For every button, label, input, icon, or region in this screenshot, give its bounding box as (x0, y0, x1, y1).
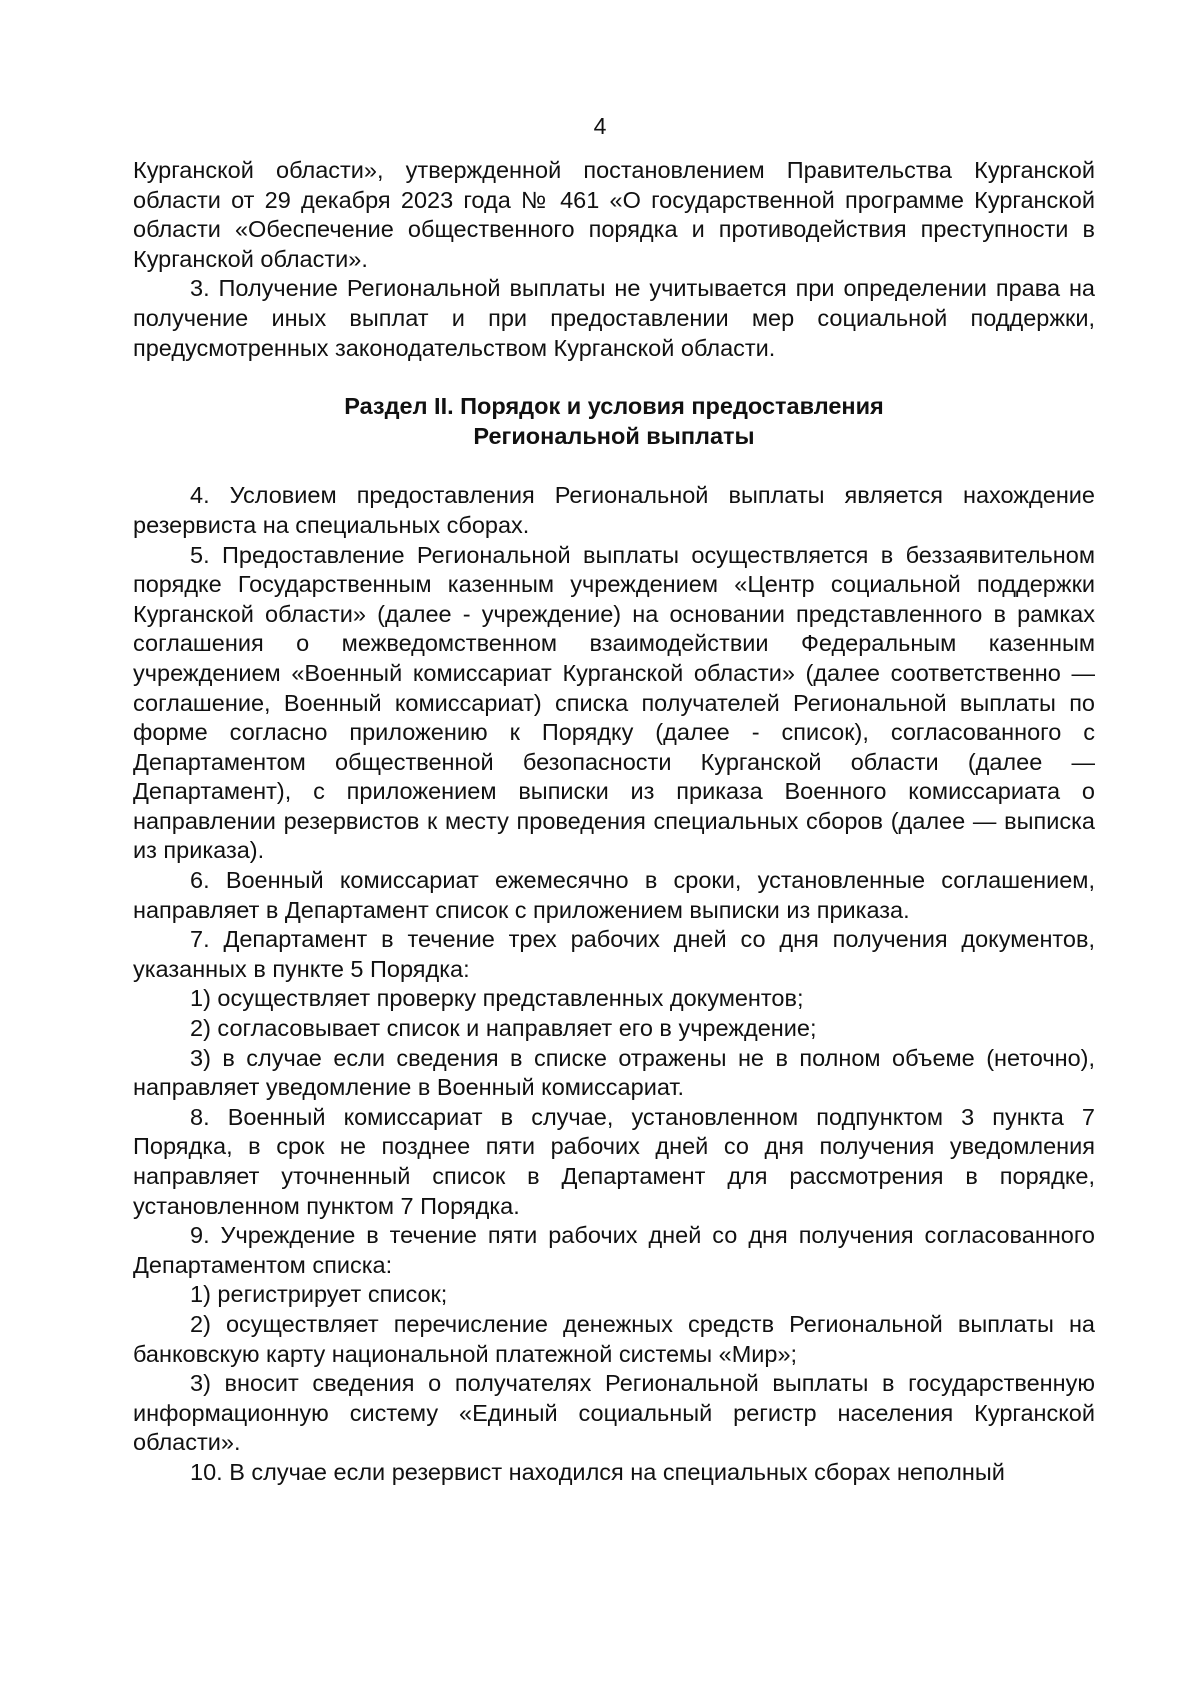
page-number: 4 (593, 113, 607, 139)
section-heading-line-2: Региональной выплаты (473, 422, 755, 449)
paragraph-7-item-2: 2) согласовывает список и направляет его в учреждение; (190, 1015, 817, 1042)
paragraph-7: 7. Департамент в течение трех рабочих дней со дня получения документов, указанных в пункте 5 Порядка: (133, 926, 1095, 982)
document-body (133, 156, 1095, 1488)
paragraph-3: 3. Получение Региональной выплаты не учитывается при определении права на получение иных выплат и при предоставлении мер социальной поддержки, предусмотренных законодательством Курганской области. (133, 275, 1095, 361)
paragraph-9-item-1: 1) регистрирует список; (190, 1281, 448, 1308)
section-heading (133, 392, 1095, 451)
section-heading-line-1: Раздел II. Порядок и условия предоставления (344, 393, 884, 420)
paragraph-4: 4. Условием предоставления Региональной выплаты является нахождение резервиста на специальных сборах. (133, 482, 1095, 538)
paragraph-5: 5. Предоставление Региональной выплаты осуществляется в беззаявительном порядке Государственным казенным учреждением «Центр социальной поддержки Курганской области» (далее - учреждение) на основании представленного в рамках соглашения о межведомственном взаимодействии Федеральным казенным учреждением «Военный комиссариат Курганской области» (далее соответственно — соглашение, Военный комиссариат) списка получателей Региональной выплаты по форме согласно приложению к Порядку (далее - список), согласованного с Департаментом общественной безопасности Курганской области (далее — Департамент), с приложением выписки из приказа Военного комиссариата о направлении резервистов к месту проведения специальных сборов (далее — выписка из приказа). (133, 541, 1095, 864)
paragraph-6: 6. Военный комиссариат ежемесячно в сроки, установленные соглашением, направляет в Департамент список с приложением выписки из приказа. (133, 867, 1095, 923)
paragraph-9-item-2: 2) осуществляет перечисление денежных средств Региональной выплаты на банковскую карту национальной платежной системы «Мир»; (133, 1310, 1095, 1367)
paragraph-9-item-3: 3) вносит сведения о получателях Региональной выплаты в государственную информационную систему «Единый социальный регистр населения Курганской области». (133, 1370, 1095, 1456)
paragraph-7-item-1: 1) осуществляет проверку представленных документов; (190, 985, 804, 1012)
paragraph-continuation: Курганской области», утвержденной постановлением Правительства Курганской области от 29 декабря 2023 года № 461 «О государственной программе Курганской области «Обеспечение общественного порядка и противодействия преступности в Курганской области». (133, 157, 1095, 272)
paragraph-9: 9. Учреждение в течение пяти рабочих дней со дня получения согласованного Департаментом списка: (133, 1222, 1095, 1278)
paragraph-8: 8. Военный комиссариат в случае, установленном подпунктом 3 пункта 7 Порядка, в срок не позднее пяти рабочих дней со дня получения уведомления направляет уточненный список в Департамент для рассмотрения в порядке, установленном пунктом 7 Порядка. (133, 1103, 1095, 1219)
paragraph-10: 10. В случае если резервист находился на специальных сборах неполный (190, 1458, 1005, 1485)
paragraph-7-item-3: 3) в случае если сведения в списке отражены не в полном объеме (неточно), направляет уведомление в Военный комиссариат. (133, 1044, 1095, 1101)
